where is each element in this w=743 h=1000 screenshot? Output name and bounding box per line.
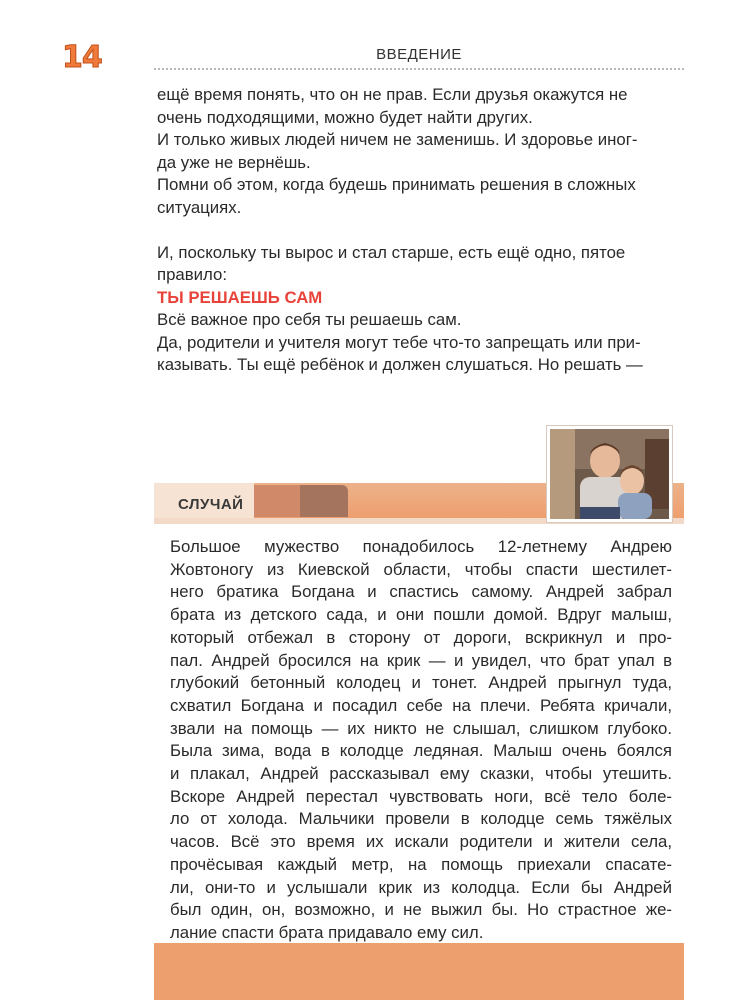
case-line: него братика Богдана и спастись самому. Андрей забрал [170, 582, 672, 602]
paragraph-gap [157, 219, 685, 242]
case-line: Была зима, вода в колодце ледяная. Малыш очень боялся [170, 741, 672, 761]
rule-lead-line: правило: [157, 265, 228, 284]
intro-line: Помни об этом, когда будешь принимать решения в сложных [157, 175, 636, 194]
case-line: Большое мужество понадобилось 12-летнему Андрею [170, 537, 672, 556]
case-story [170, 536, 672, 945]
case-line: часов. Всё это время их искали родители и жители села, [170, 832, 672, 852]
header-divider [154, 68, 684, 70]
case-line: Жовтоногу из Киевской области, чтобы спасти шестилет- [170, 559, 672, 579]
case-line: глубокий бетонный колодец и тонет. Андрей прыгнул туда, [170, 673, 672, 693]
rule-line: Всё важное про себя ты решаешь сам. [157, 310, 462, 329]
rule-title: ТЫ РЕШАЕШЬ САМ [157, 287, 323, 307]
case-line: ли, они-то и услышали крик из колодца. Если бы Андрей [170, 877, 672, 897]
intro-line: И только живых людей ничем не заменишь. И здоровье иног- [157, 130, 638, 149]
case-band-tab [254, 485, 306, 517]
rule-lead-line: И, поскольку ты вырос и стал старше, есть ещё одно, пятое [157, 242, 626, 262]
case-photo [547, 426, 672, 522]
case-band-tab-dark [300, 485, 348, 517]
case-line: лание спасти брата придавало ему сил. [170, 922, 484, 942]
intro-line: очень подходящими, можно будет найти других. [157, 107, 533, 127]
case-line: был один, он, возможно, и не выжил бы. Но страстное же- [170, 900, 672, 920]
boys-photo-illustration [550, 429, 669, 519]
intro-line: да уже не вернёшь. [157, 152, 311, 172]
case-label: СЛУЧАЙ [178, 496, 244, 513]
case-line: прочёсывая каждый метр, на помощь приехали спасате- [170, 854, 672, 874]
case-line: брата из детского сада, и они пошли домой. Вдруг малыш, [170, 605, 672, 625]
case-line: который отбежал в сторону от дороги, вскрикнул и про- [170, 627, 672, 647]
section-title: ВВЕДЕНИЕ [376, 46, 462, 63]
case-line: пал. Андрей бросился на крик — и увидел, что брат упал в [170, 650, 672, 670]
rule-line: Да, родители и учителя могут тебе что-то запрещать или при- [157, 332, 641, 352]
body-text [157, 84, 685, 377]
intro-line: ситуациях. [157, 197, 242, 217]
intro-line: ещё время понять, что он не прав. Если друзья окажутся не [157, 85, 628, 104]
case-line: схватил Богдана и посадил себе на плечи. Ребята кричали, [170, 695, 672, 715]
page-number: 14 [62, 40, 102, 75]
case-line: ло от холода. Мальчики провели в колодце семь тяжёлых [170, 809, 672, 829]
rule-line: казывать. Ты ещё ребёнок и должен слушаться. Но решать — [157, 355, 643, 374]
case-line: звали на помощь — их никто не слышал, слишком глубоко. [170, 718, 672, 738]
case-line: и плакал, Андрей рассказывал ему сказки, чтобы утешить. [170, 764, 672, 784]
case-line: Вскоре Андрей перестал чувствовать ноги, всё тело боле- [170, 786, 672, 806]
bottom-color-block [154, 943, 684, 1000]
